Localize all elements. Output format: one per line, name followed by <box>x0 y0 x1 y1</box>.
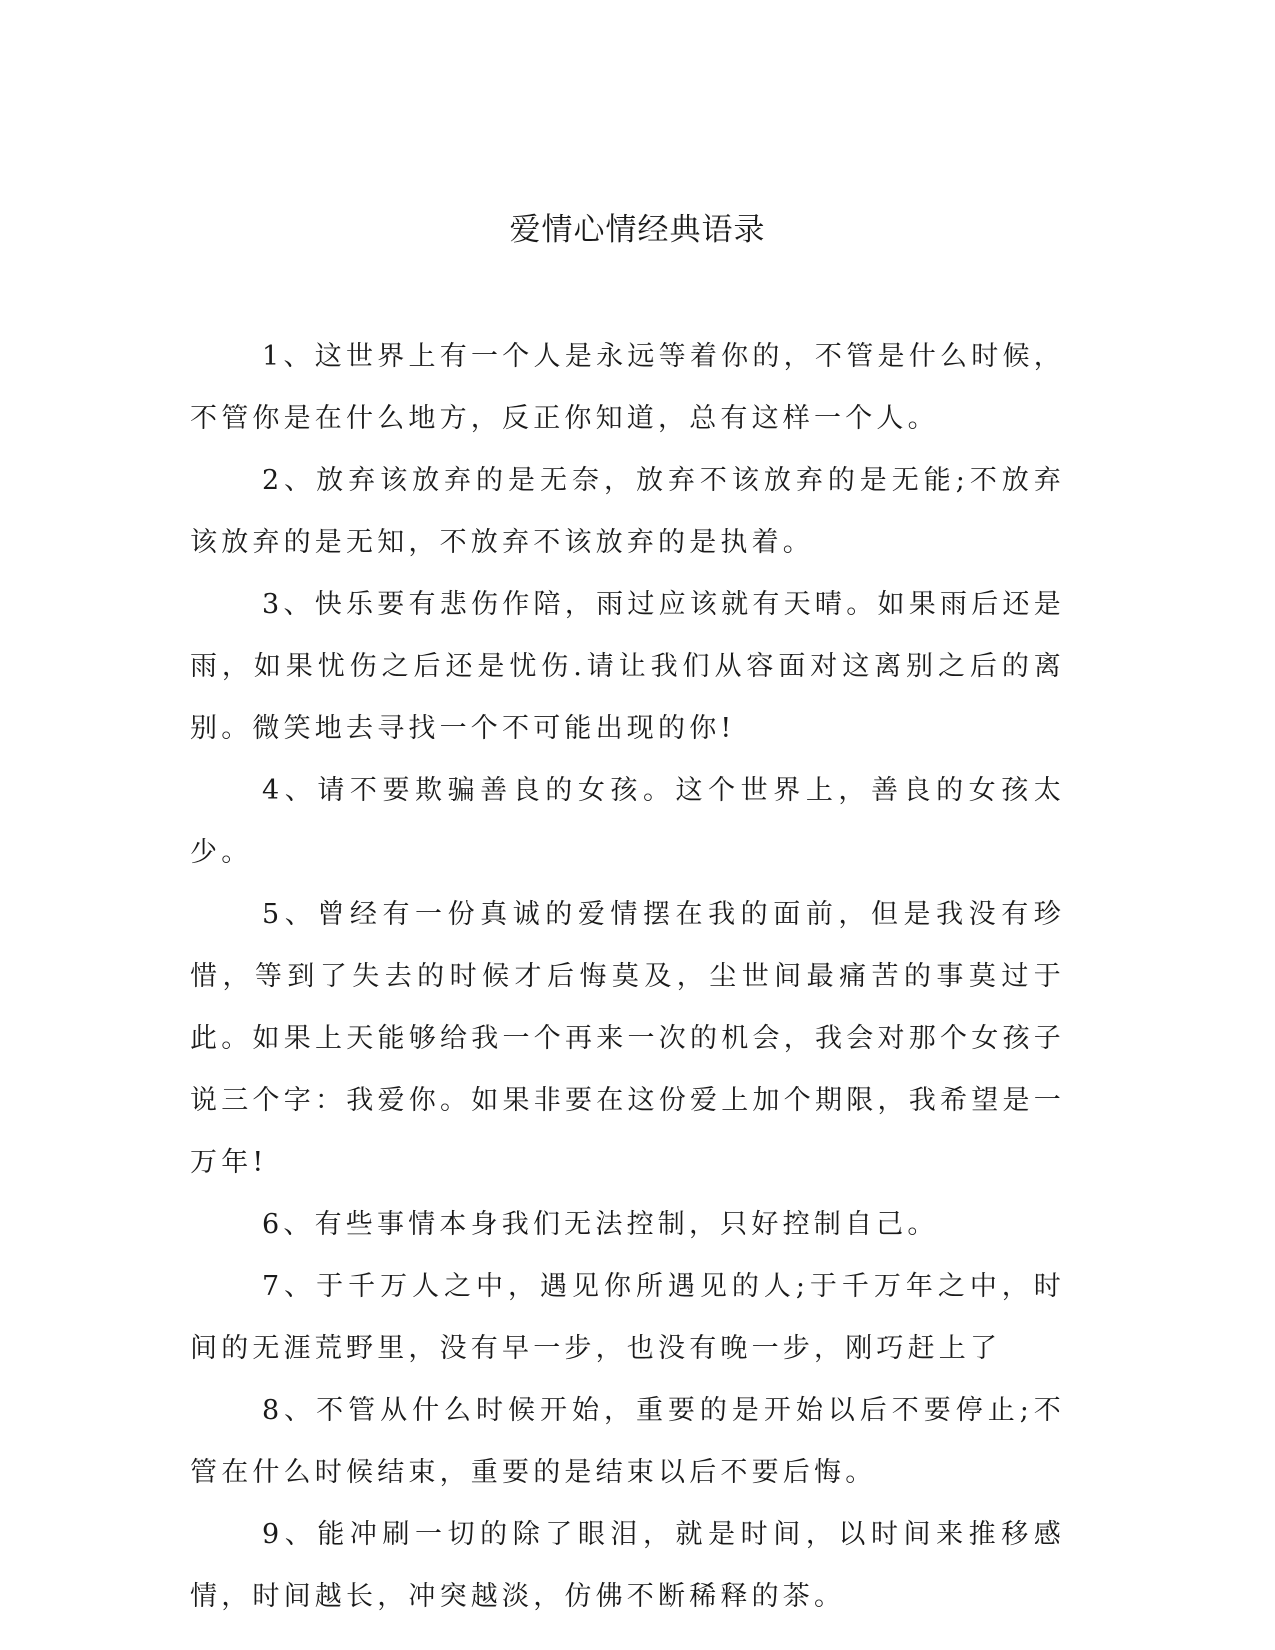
paragraph-3: 3、快乐要有悲伤作陪，雨过应该就有天晴。如果雨后还是雨，如果忧伤之后还是忧伤.请让我们从容面对这离别之后的离别。微笑地去寻找一个不可能出现的你! <box>190 589 1065 744</box>
paragraph-4: 4、请不要欺骗善良的女孩。这个世界上，善良的女孩太少。 <box>190 775 1065 868</box>
paragraph-5: 5、曾经有一份真诚的爱情摆在我的面前，但是我没有珍惜，等到了失去的时候才后悔莫及，尘世间最痛苦的事莫过于此。如果上天能够给我一个再来一次的机会，我会对那个女孩子说三个字：我爱你。如果非要在这份爱上加个期限，我希望是一万年! <box>190 899 1065 1178</box>
paragraph-8: 8、不管从什么时候开始，重要的是开始以后不要停止;不管在什么时候结束，重要的是结束以后不要后悔。 <box>190 1395 1065 1488</box>
paragraph-2: 2、放弃该放弃的是无奈，放弃不该放弃的是无能;不放弃该放弃的是无知，不放弃不该放弃的是执着。 <box>190 465 1065 558</box>
paragraph-9: 9、能冲刷一切的除了眼泪，就是时间，以时间来推移感情，时间越长，冲突越淡，仿佛不断稀释的茶。 <box>190 1519 1065 1612</box>
document-body <box>190 326 1065 1628</box>
paragraph-1: 1、这世界上有一个人是永远等着你的，不管是什么时候，不管你是在什么地方，反正你知道，总有这样一个人。 <box>190 341 1065 434</box>
paragraph-7: 7、于千万人之中，遇见你所遇见的人;于千万年之中，时间的无涯荒野里，没有早一步，也没有晚一步，刚巧赶上了 <box>190 1271 1065 1364</box>
document-title: 爱情心情经典语录 <box>509 212 766 248</box>
paragraph-6: 6、有些事情本身我们无法控制，只好控制自己。 <box>262 1209 939 1240</box>
